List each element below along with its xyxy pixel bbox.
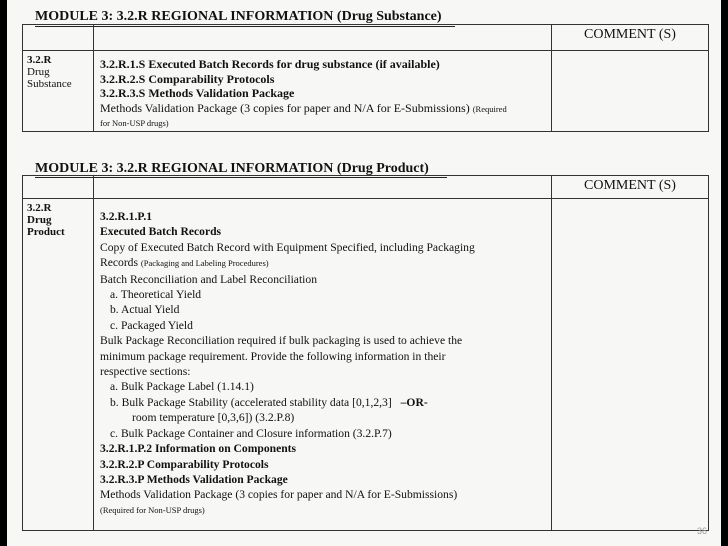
module1-title-text: MODULE 3: 3.2.R REGIONAL INFORMATION (Drug Substance) (35, 9, 442, 24)
module1-line-2s: 3.2.R.2.S Comparability Protocols (100, 71, 275, 86)
module2-p3: 3.2.R.2.P Comparability Protocols (100, 457, 269, 471)
module1-header-blank (23, 25, 94, 51)
module2-bulk-line-2: minimum package requirement. Provide the following information in their (100, 349, 446, 363)
module1-mvp-note-b: for Non-USP drugs) (100, 118, 169, 129)
module1-section-word1: Drug (27, 66, 50, 78)
module1-table (22, 24, 709, 132)
module2-recon: Batch Reconciliation and Label Reconciliation (100, 272, 317, 286)
module2-table (22, 175, 709, 531)
module2-comment-cell (552, 199, 709, 531)
module2-yield-actual: b. Actual Yield (110, 303, 180, 317)
module1-comment-header: COMMENT (S) (552, 25, 709, 51)
module2-bulk-a: a. Bulk Package Label (1.14.1) (110, 380, 254, 394)
module1-line-3s: 3.2.R.3.S Methods Validation Package (100, 86, 295, 101)
module1-header-blank-2 (94, 25, 552, 51)
module2-yield-theoretical: a. Theoretical Yield (110, 288, 202, 302)
module2-bulk-b-line (100, 395, 551, 410)
module2-bulk-c: c. Bulk Package Container and Closure information (3.2.P.7) (110, 426, 392, 440)
module2-copy-line: Copy of Executed Batch Record with Equipment Specified, including Packaging (100, 240, 475, 254)
module1-mvp (100, 101, 551, 117)
module1-title (35, 9, 442, 25)
module2-bulk-line-3: respective sections: (100, 365, 191, 379)
slide (7, 0, 721, 546)
module2-section-label (23, 199, 94, 531)
module2-content (94, 199, 552, 531)
module2-yield-packaged: c. Packaged Yield (110, 318, 193, 332)
module2-records-note: (Packaging and Labeling Procedures) (140, 258, 269, 269)
module2-header-blank-2 (94, 176, 552, 199)
module2-bulk-line-1: Bulk Package Reconciliation required if bulk packaging is used to achieve the (100, 334, 463, 348)
module2-records-line (100, 255, 551, 271)
module1-mvp-text: Methods Validation Package (3 copies for paper and N/A for E-Submissions) (100, 100, 470, 115)
module2-p2: 3.2.R.1.P.2 Information on Components (100, 442, 297, 456)
module2-p1: 3.2.R.1.P.1 (100, 210, 153, 223)
module2-bulk-b: b. Bulk Package Stability (accelerated stability data [0,1,2,3] (110, 395, 392, 409)
module2-section-word2: Product (27, 226, 65, 238)
module2-section-word1: Drug (27, 214, 52, 226)
module2-comment-header: COMMENT (S) (552, 176, 709, 199)
module1-section-word2: Substance (27, 78, 72, 90)
module2-header-blank (23, 176, 94, 199)
module1-mvp-note-a: (Required (472, 103, 507, 114)
module1-line-1s: 3.2.R.1.S Executed Batch Records for drug substance (if available) (100, 57, 440, 71)
module2-section-code: 3.2.R (27, 202, 52, 214)
module1-comment-cell (552, 51, 709, 132)
module1-section-code: 3.2.R (27, 54, 52, 66)
module2-executed-heading: Executed Batch Records (100, 225, 222, 239)
module2-bulk-or: –OR- (400, 395, 428, 409)
slide-number: 36 (696, 526, 707, 536)
module2-records: Records (100, 256, 138, 270)
module2-title-text: MODULE 3: 3.2.R REGIONAL INFORMATION (Drug Product) (35, 161, 429, 176)
module1-content (94, 51, 552, 132)
module2-mvp-note: (Required for Non-USP drugs) (100, 504, 205, 515)
module2-bulk-b2: room temperature [0,3,6]) (3.2.P.8) (132, 411, 295, 425)
module2-p4: 3.2.R.3.P Methods Validation Package (100, 472, 288, 486)
module1-section-label (23, 51, 94, 132)
module2-mvp: Methods Validation Package (3 copies for paper and N/A for E-Submissions) (100, 488, 458, 502)
